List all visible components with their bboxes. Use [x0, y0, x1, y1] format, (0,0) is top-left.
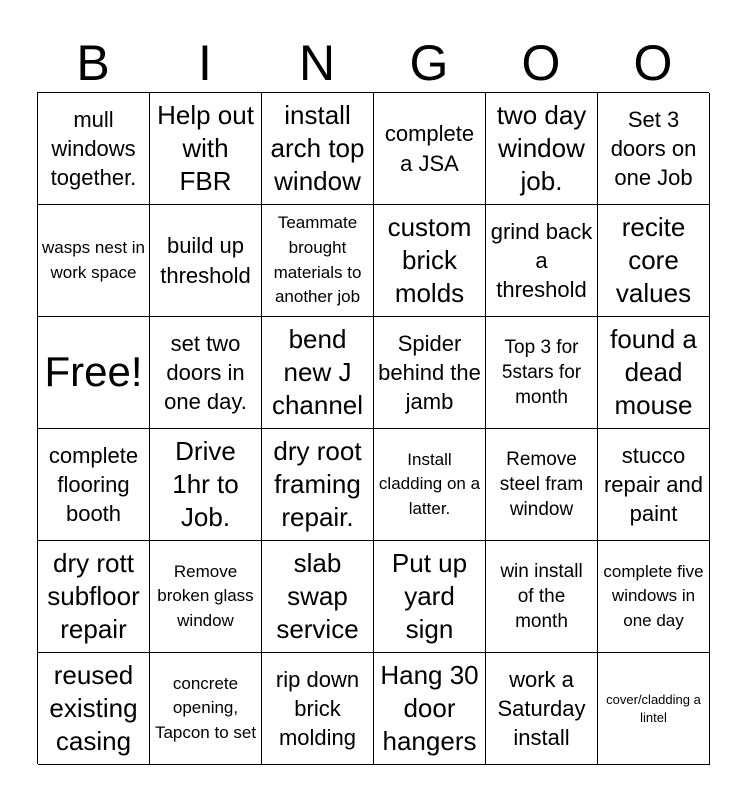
bingo-cell[interactable]: complete a JSA — [374, 93, 486, 205]
header-letter-n: N — [298, 35, 336, 91]
bingo-cell[interactable]: cover/cladding a lintel — [598, 653, 710, 765]
bingo-cell[interactable]: wasps nest in work space — [38, 205, 150, 317]
bingo-cell[interactable]: Spider behind the jamb — [374, 317, 486, 429]
bingo-cell[interactable]: Top 3 for 5stars for month — [486, 317, 598, 429]
bingo-cell[interactable]: two day window job. — [486, 93, 598, 205]
bingo-cell[interactable]: recite core values — [598, 205, 710, 317]
bingo-cell[interactable]: win install of the month — [486, 541, 598, 653]
bingo-cell[interactable]: grind back a threshold — [486, 205, 598, 317]
bingo-cell[interactable]: set two doors in one day. — [150, 317, 262, 429]
header-letter-g: G — [409, 35, 449, 91]
bingo-cell[interactable]: reused existing casing — [38, 653, 150, 765]
bingo-cell[interactable]: concrete opening, Tapcon to set — [150, 653, 262, 765]
bingo-cell[interactable]: custom brick molds — [374, 205, 486, 317]
bingo-cell[interactable]: complete five windows in one day — [598, 541, 710, 653]
header-letter-i: I — [198, 35, 212, 91]
bingo-cell[interactable]: work a Saturday install — [486, 653, 598, 765]
header-letter-o-2: O — [633, 35, 673, 91]
bingo-cell[interactable]: Teammate brought materials to another job — [262, 205, 374, 317]
bingo-cell[interactable]: dry root framing repair. — [262, 429, 374, 541]
bingo-cell[interactable]: Put up yard sign — [374, 541, 486, 653]
bingo-header — [37, 34, 709, 92]
bingo-cell[interactable]: build up threshold — [150, 205, 262, 317]
bingo-cell[interactable]: Help out with FBR — [150, 93, 262, 205]
bingo-cell[interactable]: Remove broken glass window — [150, 541, 262, 653]
bingo-cell[interactable]: install arch top window — [262, 93, 374, 205]
bingo-cell[interactable]: mull windows together. — [38, 93, 150, 205]
bingo-grid — [37, 92, 709, 764]
bingo-cell[interactable]: found a dead mouse — [598, 317, 710, 429]
header-letter-b: B — [76, 35, 110, 91]
bingo-cell[interactable]: rip down brick molding — [262, 653, 374, 765]
bingo-cell[interactable]: slab swap service — [262, 541, 374, 653]
bingo-cell[interactable]: Remove steel fram window — [486, 429, 598, 541]
header-letter-o: O — [521, 35, 561, 91]
bingo-cell[interactable]: stucco repair and paint — [598, 429, 710, 541]
bingo-cell[interactable]: bend new J channel — [262, 317, 374, 429]
bingo-cell[interactable]: complete flooring booth — [38, 429, 150, 541]
bingo-cell[interactable]: dry rott subfloor repair — [38, 541, 150, 653]
bingo-cell[interactable]: Drive 1hr to Job. — [150, 429, 262, 541]
bingo-cell[interactable]: Hang 30 door hangers — [374, 653, 486, 765]
bingo-cell[interactable]: Set 3 doors on one Job — [598, 93, 710, 205]
free-space-cell[interactable]: Free! — [38, 317, 150, 429]
bingo-cell[interactable]: Install cladding on a latter. — [374, 429, 486, 541]
